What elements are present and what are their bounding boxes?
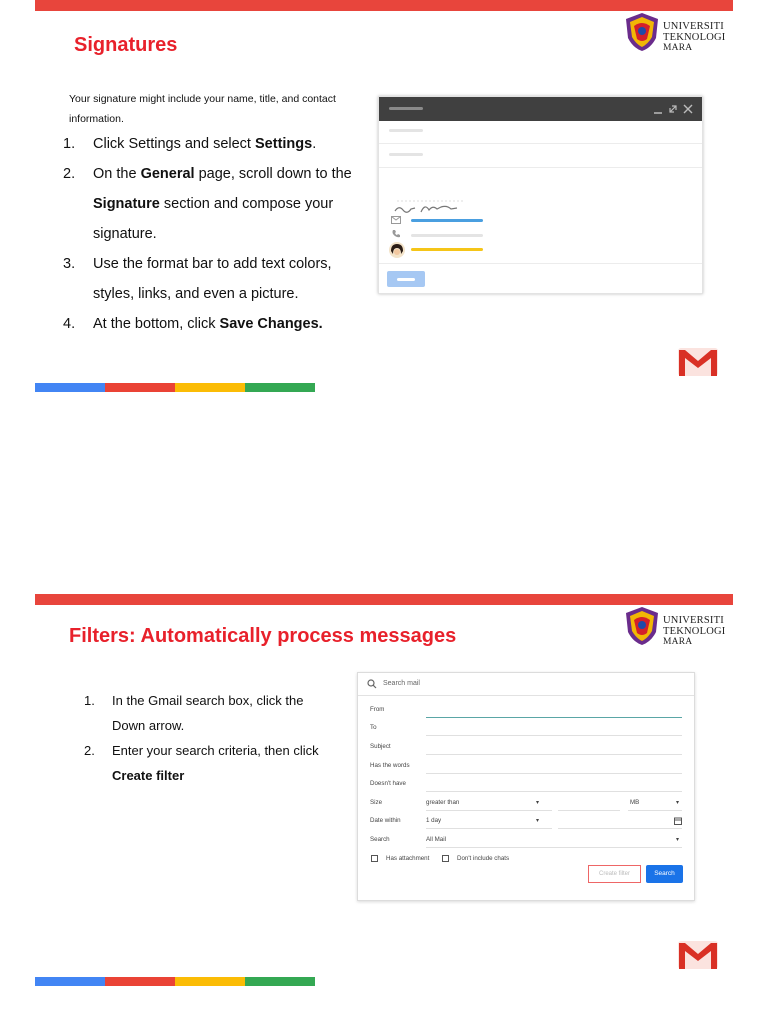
header-placeholder: [389, 107, 423, 110]
logo-line-3: MARA: [663, 43, 693, 53]
field-label: Search: [370, 836, 390, 843]
filter-steps-list: [84, 688, 324, 788]
list-item: [63, 249, 363, 309]
logo-line-2: TEKNOLOGI: [663, 625, 726, 637]
image-placeholder: [411, 248, 483, 251]
step-number: 3.: [63, 256, 76, 272]
size-unit-select[interactable]: MB: [630, 799, 640, 806]
gmail-logo-icon: [677, 939, 719, 971]
size-value-input[interactable]: [558, 810, 620, 811]
phone-icon: [391, 229, 401, 239]
from-field[interactable]: [370, 706, 682, 718]
divider: [379, 263, 702, 264]
doesnt-have-field[interactable]: [370, 780, 682, 792]
chevron-down-icon[interactable]: ▾: [676, 837, 680, 843]
search-mail-bar[interactable]: [358, 673, 694, 696]
checkbox-label: Has attachment: [386, 855, 430, 862]
list-item: [84, 688, 324, 738]
field-underline: [426, 735, 682, 736]
step-bold: Signature: [93, 196, 160, 212]
field-underline: [426, 791, 682, 792]
field-underline: [426, 828, 552, 829]
calendar-icon[interactable]: [674, 817, 682, 825]
field-label: Size: [370, 799, 383, 806]
list-item: [63, 129, 363, 159]
signature-scribble-icon: [391, 197, 471, 217]
intro-text: Your signature might include your name, title, and contact information.: [69, 93, 336, 125]
step-text: .: [312, 136, 317, 152]
field-underline: [628, 810, 682, 811]
slide-top-bar: [35, 594, 733, 605]
uitm-wordmark: [663, 12, 725, 54]
phone-placeholder: [411, 234, 483, 237]
chevron-down-icon[interactable]: ▾: [676, 800, 680, 806]
field-underline: [426, 847, 682, 848]
create-filter-button[interactable]: Create filter: [588, 865, 641, 883]
step-number: 1.: [84, 693, 95, 708]
logo-line-1: UNIVERSITI: [663, 615, 724, 626]
list-item: [63, 159, 363, 249]
has-words-field[interactable]: [370, 762, 682, 774]
field-placeholder: [389, 153, 423, 156]
search-scope-row: [370, 836, 682, 848]
step-text: Click Settings and select: [93, 136, 255, 152]
gmail-filter-dialog-mockup: [357, 672, 695, 901]
save-changes-button[interactable]: [387, 271, 425, 287]
field-placeholder: [389, 129, 423, 132]
has-attachment-checkbox[interactable]: [371, 855, 378, 862]
step-number: 2.: [84, 743, 95, 758]
chevron-down-icon[interactable]: ▾: [536, 800, 540, 806]
divider: [379, 143, 702, 144]
size-operator-select[interactable]: greater than: [426, 799, 460, 806]
field-label: Date within: [370, 817, 401, 824]
google-color-bar: [35, 977, 315, 986]
step-text: On the: [93, 166, 141, 182]
step-text: Use the format bar to add text colors, styles, links, and even a picture.: [93, 256, 332, 302]
date-within-row: [370, 817, 682, 829]
compose-header: [379, 97, 702, 121]
avatar: [389, 242, 405, 258]
slide-signatures: [35, 0, 733, 395]
search-scope-select[interactable]: All Mail: [426, 836, 446, 843]
step-bold: Create filter: [112, 768, 185, 783]
slide-title: Signatures: [74, 34, 178, 56]
date-input[interactable]: [558, 828, 682, 829]
subject-field[interactable]: [370, 743, 682, 755]
field-label: Subject: [370, 743, 391, 750]
step-text: At the bottom, click: [93, 316, 220, 332]
uitm-logo: [625, 12, 725, 56]
uitm-crest-icon: [625, 606, 659, 646]
step-bold: Save Changes.: [219, 316, 323, 332]
field-underline: [426, 754, 682, 755]
slide-title: Filters: Automatically process messages: [69, 625, 457, 647]
step-text: page, scroll down to the: [194, 166, 352, 182]
field-label: From: [370, 706, 385, 713]
field-label: To: [370, 724, 377, 731]
step-text: section and compose your signature.: [93, 196, 334, 242]
google-color-bar: [35, 383, 315, 392]
email-icon: [391, 216, 401, 224]
field-label: Doesn't have: [370, 780, 406, 787]
logo-line-2: TEKNOLOGI: [663, 31, 726, 43]
no-chats-checkbox[interactable]: [442, 855, 449, 862]
field-label: Has the words: [370, 762, 410, 769]
step-bold: General: [140, 166, 195, 182]
date-within-select[interactable]: 1 day: [426, 817, 442, 824]
uitm-crest-icon: [625, 12, 659, 52]
search-icon: [367, 679, 377, 689]
signature-steps-list: [63, 129, 363, 339]
uitm-logo: [625, 606, 725, 650]
email-placeholder: [411, 219, 483, 222]
field-underline: [426, 773, 682, 774]
search-button[interactable]: Search: [646, 865, 683, 883]
step-text: In the Gmail search box, click the Down arrow.: [112, 693, 304, 733]
uitm-wordmark: [663, 606, 725, 648]
size-row: [370, 799, 682, 811]
signature-settings-mockup: [378, 96, 703, 294]
checkbox-label: Don't include chats: [457, 855, 510, 862]
list-item: [63, 309, 363, 339]
field-underline: [426, 810, 552, 811]
logo-line-3: MARA: [663, 637, 693, 647]
gmail-logo-icon: [677, 346, 719, 378]
slide-filters: [35, 594, 733, 994]
step-number: 1.: [63, 136, 76, 152]
field-underline: [426, 717, 682, 718]
window-controls-icon: [652, 102, 696, 116]
logo-line-1: UNIVERSITI: [663, 21, 724, 32]
divider: [379, 167, 702, 168]
slide-top-bar: [35, 0, 733, 11]
step-bold: Settings: [255, 136, 313, 152]
search-placeholder: Search mail: [383, 680, 420, 687]
to-field[interactable]: [370, 724, 682, 736]
step-text: Enter your search criteria, then click: [112, 743, 319, 758]
list-item: [84, 738, 324, 788]
step-number: 2.: [63, 166, 76, 182]
step-number: 4.: [63, 316, 76, 332]
chevron-down-icon[interactable]: ▾: [536, 818, 540, 824]
